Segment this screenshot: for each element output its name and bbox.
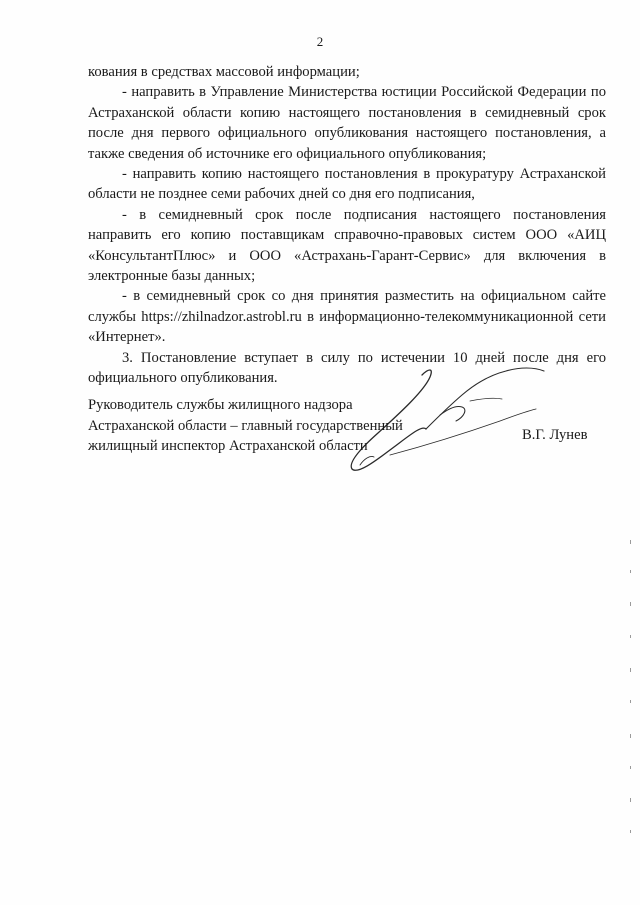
page-number: 2	[316, 34, 324, 49]
signer-position-line-3: жилищный инспектор Астраханской области	[88, 438, 368, 455]
paragraph-6: 3. Постановление вступает в силу по истечении 10 дней после дня его официального опубликования.	[88, 349, 606, 387]
signer-position	[88, 395, 608, 457]
signer-position-line-1: Руководитель службы жилищного надзора	[88, 397, 353, 413]
signer-position-line-2: Астраханской области – главный государственный	[88, 417, 403, 434]
paragraph-3: - направить копию настоящего постановления в прокуратуру Астраханской области не позднее семи рабочих дней со дня его подписания,	[88, 166, 606, 203]
paragraph-4: - в семидневный срок после подписания настоящего постановления направить его копию поставщикам справочно-правовых систем ООО «АИЦ «КонсультантПлюс» и ООО «Астрахань-Гарант-Сервис» для включения в электронные базы данных;	[88, 206, 606, 285]
paragraph-5: - в семидневный срок со дня принятия разместить на официальном сайте службы https://zhilnadzor.astrobl.ru в информационно-телекоммуникационной сети «Интернет».	[88, 288, 606, 346]
scan-edge-marks	[628, 540, 634, 840]
paragraph-2: - направить в Управление Министерства юстиции Российской Федерации по Астраханской области копию настоящего постановления в семидневный срок после дня первого официального опубликования настоящего постановления, а также сведения об источнике его официального опубликования;	[88, 84, 606, 162]
signer-name: В.Г. Лунев	[522, 427, 588, 443]
body-text	[88, 62, 606, 389]
paragraph-1: кования в средствах массовой информации;	[88, 64, 360, 80]
